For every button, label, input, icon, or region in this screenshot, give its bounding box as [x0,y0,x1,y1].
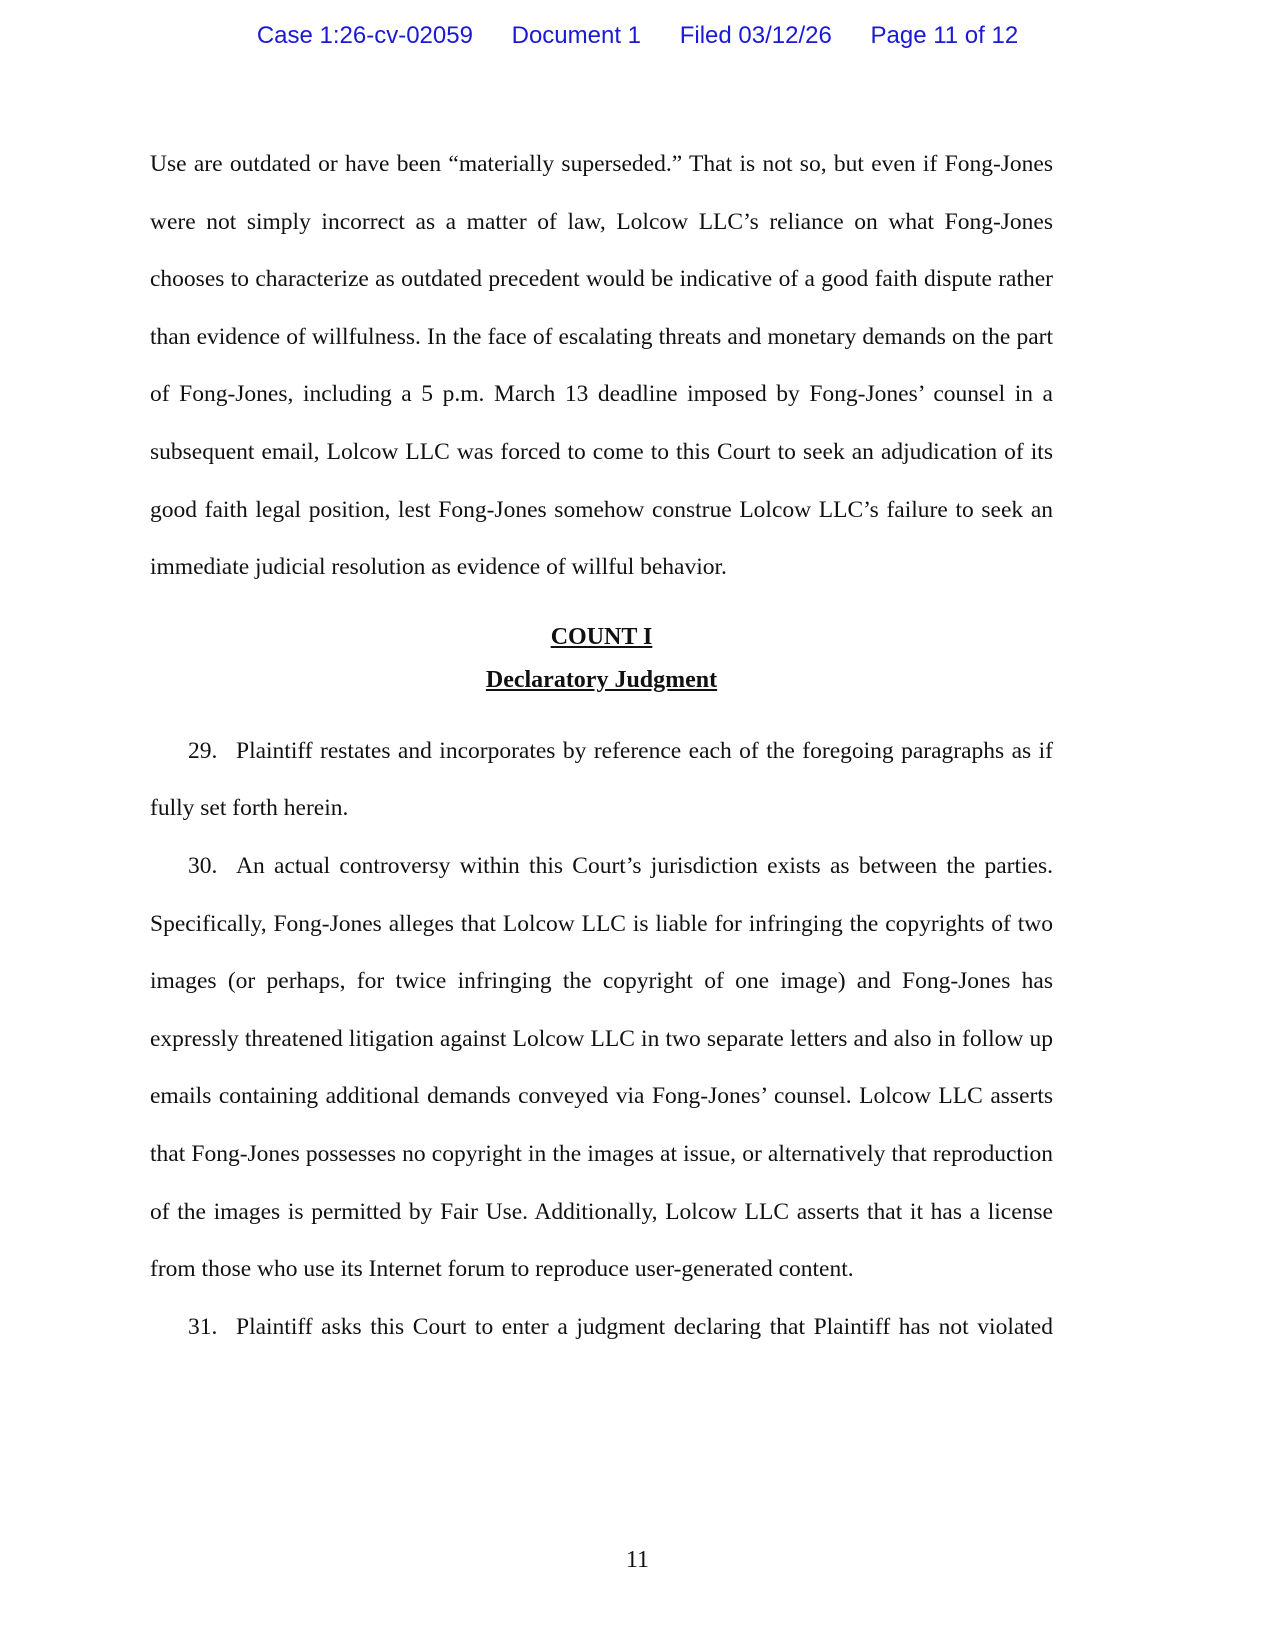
continuation-paragraph: Use are outdated or have been “materially superseded.” That is not so, but even if Fong-Jones were not simply incorrect as a matter of law, Lolcow LLC’s reliance on what Fong-Jones chooses to characterize as outdated precedent would be indicative of a good faith dispute rather than evidence of willfulness. In the face of escalating threats and monetary demands on the part of Fong-Jones, including a 5 p.m. March 13 deadline imposed by Fong-Jones’ counsel in a subsequent email, Lolcow LLC was forced to come to this Court to seek an adjudication of its good faith legal position, lest Fong-Jones somehow construe Lolcow LLC’s failure to seek an immediate judicial resolution as evidence of willful behavior. [150,151,1053,581]
paragraph-29 [150,723,1053,838]
paragraph-text: Plaintiff restates and incorporates by reference each of the foregoing paragraphs as if fully set forth herein. [150,737,1053,822]
case-number: Case 1:26-cv-02059 [256,22,473,49]
filed-date: Filed 03/12/26 [679,22,832,49]
document-number: Document 1 [511,22,642,49]
page-number: 11 [625,1547,650,1573]
document-body [150,136,1053,1356]
paragraph-number: 29. [188,737,218,764]
paragraph-text: An actual controversy within this Court’s jurisdiction exists as between the parties. Specifically, Fong-Jones alleges that Lolcow LLC is liable for infringing the copyrights of two images (or perhaps, for twice infringing the copyright of one image) and Fong-Jones has expressly threatened litigation against Lolcow LLC in two separate letters and also in follow up emails containing additional demands conveyed via Fong-Jones’ counsel. Lolcow LLC asserts that Fong-Jones possesses no copyright in the images at issue, or alternatively that reproduction of the images is permitted by Fair Use. Additionally, Lolcow LLC asserts that it has a license from those who use its Internet forum to reproduce user-generated content. [150,852,1053,1283]
paragraph-number: 30. [188,852,218,879]
paragraph-text: Plaintiff asks this Court to enter a judgment declaring that Plaintiff has not violated [236,1313,1053,1340]
ecf-filing-header [0,22,1275,50]
page-count: Page 11 of 12 [870,22,1019,49]
paragraph-number: 31. [188,1313,218,1340]
paragraph-31 [150,1299,1053,1357]
count-title: COUNT I [550,623,653,650]
paragraph-30 [150,838,1053,1299]
count-subtitle: Declaratory Judgment [485,666,718,693]
